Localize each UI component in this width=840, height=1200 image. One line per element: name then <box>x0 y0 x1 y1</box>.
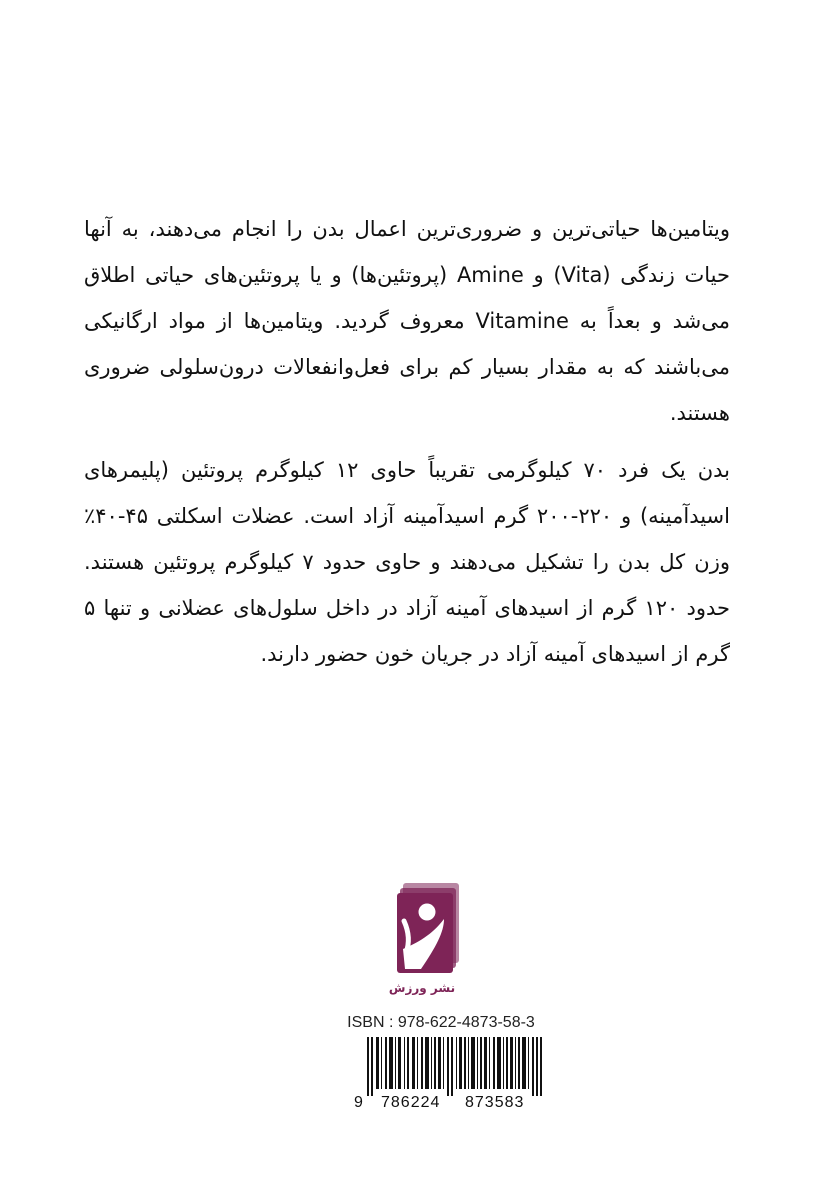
barcode-icon <box>367 1037 543 1096</box>
isbn-label: ISBN : 978-622-4873-58-3 <box>347 1014 535 1031</box>
isbn-barcode <box>343 1037 553 1117</box>
paragraph-amino-acids: بدن یک فرد ۷۰ کیلوگرمی تقریباً حاوی ۱۲ کیلوگرم پروتئین (پلیمرهای اسیدآمینه) و ۲۲۰-۲۰۰ گرم اسیدآمینه آزاد است. عضلات اسکلتی ۴۵-۴۰٪ وزن کل بدن را تشکیل می‌دهند و حاوی حدود ۷ کیلوگرم پروتئین هستند. حدود ۱۲۰ گرم از اسیدهای آمینه آزاد در داخل سلول‌های عضلانی و تنها ۵ گرم از اسیدهای آمینه آزاد در جریان خون حضور دارند. <box>84 458 731 666</box>
publisher-name: نشر ورزش <box>388 981 456 995</box>
back-cover-text <box>84 206 730 677</box>
paragraph-vitamins: ویتامین‌ها حیاتی‌ترین و ضروری‌ترین اعمال بدن را انجام می‌دهند، به آنها حیات زندگی (Vita) و Amine (پروتئین‌ها) و یا پروتئین‌های حیاتی اطلاق می‌شد و بعداً به Vitamine معروف گردید. ویتامین‌ها از مواد ارگانیکی می‌باشند که به مقدار بسیار کم برای فعل‌وانفعالات درون‌سلولی ضروری هستند. <box>84 217 730 425</box>
barcode-right-digits: 873583 <box>465 1094 525 1111</box>
barcode-left-digits: 786224 <box>381 1094 441 1111</box>
publisher-logo-icon <box>397 883 463 977</box>
barcode-lead-digit: 9 <box>354 1094 364 1111</box>
